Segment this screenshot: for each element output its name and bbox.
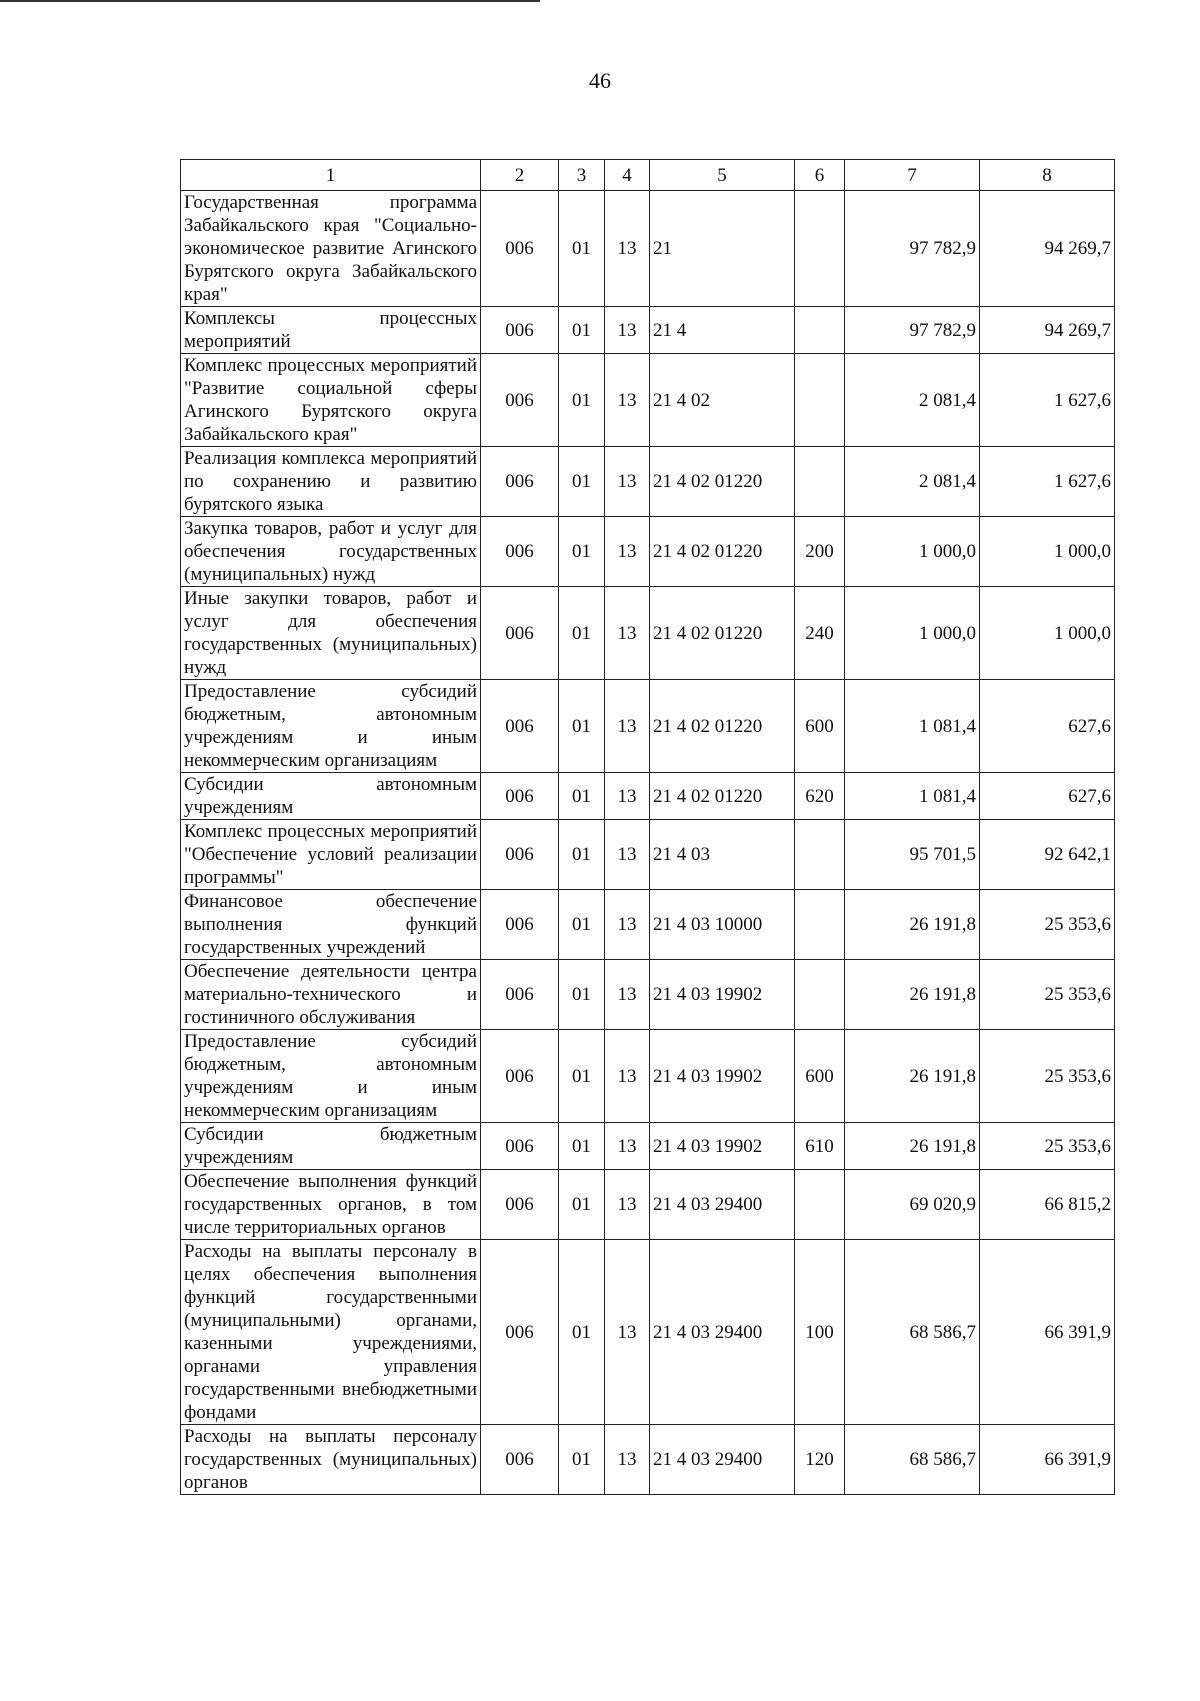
row-name-cell: Комплексы процессных мероприятий bbox=[181, 307, 481, 354]
expense-type-cell bbox=[795, 191, 845, 307]
section-code-cell: 01 bbox=[559, 447, 605, 517]
section-code-cell: 01 bbox=[559, 354, 605, 447]
ministry-code-cell: 006 bbox=[481, 1123, 559, 1170]
table-row bbox=[181, 960, 1115, 1030]
expense-type-cell: 610 bbox=[795, 1123, 845, 1170]
subsection-code-cell: 13 bbox=[605, 1425, 650, 1495]
table-row bbox=[181, 191, 1115, 307]
ministry-code-cell: 006 bbox=[481, 820, 559, 890]
expense-type-cell bbox=[795, 960, 845, 1030]
target-article-cell: 21 4 02 01220 bbox=[650, 680, 795, 773]
header-col-3: 3 bbox=[559, 160, 605, 191]
subsection-code-cell: 13 bbox=[605, 1030, 650, 1123]
amount-col7-cell: 26 191,8 bbox=[845, 1030, 980, 1123]
amount-col7-cell: 26 191,8 bbox=[845, 890, 980, 960]
amount-col7-cell: 2 081,4 bbox=[845, 354, 980, 447]
row-name-cell: Расходы на выплаты персоналу государственных (муниципальных) органов bbox=[181, 1425, 481, 1495]
amount-col8-cell: 66 391,9 bbox=[980, 1425, 1115, 1495]
section-code-cell: 01 bbox=[559, 1123, 605, 1170]
table-row bbox=[181, 820, 1115, 890]
expense-type-cell bbox=[795, 1170, 845, 1240]
subsection-code-cell: 13 bbox=[605, 1240, 650, 1425]
amount-col7-cell: 1 081,4 bbox=[845, 773, 980, 820]
ministry-code-cell: 006 bbox=[481, 680, 559, 773]
row-name-cell: Предоставление субсидий бюджетным, автономным учреждениям и иным некоммерческим организациям bbox=[181, 1030, 481, 1123]
header-col-2: 2 bbox=[481, 160, 559, 191]
row-name-cell: Субсидии автономным учреждениям bbox=[181, 773, 481, 820]
target-article-cell: 21 4 03 29400 bbox=[650, 1425, 795, 1495]
expense-type-cell: 600 bbox=[795, 1030, 845, 1123]
amount-col7-cell: 69 020,9 bbox=[845, 1170, 980, 1240]
section-code-cell: 01 bbox=[559, 1425, 605, 1495]
target-article-cell: 21 4 bbox=[650, 307, 795, 354]
expense-type-cell bbox=[795, 354, 845, 447]
amount-col8-cell: 627,6 bbox=[980, 680, 1115, 773]
expense-type-cell: 240 bbox=[795, 587, 845, 680]
row-name-cell: Иные закупки товаров, работ и услуг для обеспечения государственных (муниципальных) нужд bbox=[181, 587, 481, 680]
ministry-code-cell: 006 bbox=[481, 1030, 559, 1123]
expense-type-cell: 120 bbox=[795, 1425, 845, 1495]
target-article-cell: 21 4 02 01220 bbox=[650, 773, 795, 820]
amount-col7-cell: 68 586,7 bbox=[845, 1240, 980, 1425]
amount-col8-cell: 1 000,0 bbox=[980, 587, 1115, 680]
target-article-cell: 21 4 03 19902 bbox=[650, 1030, 795, 1123]
header-col-4: 4 bbox=[605, 160, 650, 191]
row-name-cell: Предоставление субсидий бюджетным, автономным учреждениям и иным некоммерческим организациям bbox=[181, 680, 481, 773]
expense-type-cell bbox=[795, 447, 845, 517]
amount-col8-cell: 25 353,6 bbox=[980, 1123, 1115, 1170]
expense-type-cell: 620 bbox=[795, 773, 845, 820]
table-row bbox=[181, 890, 1115, 960]
ministry-code-cell: 006 bbox=[481, 354, 559, 447]
section-code-cell: 01 bbox=[559, 960, 605, 1030]
amount-col8-cell: 25 353,6 bbox=[980, 1030, 1115, 1123]
ministry-code-cell: 006 bbox=[481, 890, 559, 960]
row-name-cell: Расходы на выплаты персоналу в целях обеспечения выполнения функций государственными (муниципальными) органами, казенными учреждениями, органами управления государственными внебюджетными фондами bbox=[181, 1240, 481, 1425]
header-col-1: 1 bbox=[181, 160, 481, 191]
expense-type-cell bbox=[795, 820, 845, 890]
section-code-cell: 01 bbox=[559, 680, 605, 773]
ministry-code-cell: 006 bbox=[481, 447, 559, 517]
subsection-code-cell: 13 bbox=[605, 820, 650, 890]
budget-table bbox=[180, 159, 1115, 1495]
target-article-cell: 21 4 02 01220 bbox=[650, 447, 795, 517]
section-code-cell: 01 bbox=[559, 307, 605, 354]
subsection-code-cell: 13 bbox=[605, 517, 650, 587]
subsection-code-cell: 13 bbox=[605, 1170, 650, 1240]
target-article-cell: 21 4 02 01220 bbox=[650, 517, 795, 587]
section-code-cell: 01 bbox=[559, 587, 605, 680]
target-article-cell: 21 4 03 29400 bbox=[650, 1240, 795, 1425]
table-row bbox=[181, 354, 1115, 447]
subsection-code-cell: 13 bbox=[605, 1123, 650, 1170]
table-row bbox=[181, 680, 1115, 773]
subsection-code-cell: 13 bbox=[605, 773, 650, 820]
ministry-code-cell: 006 bbox=[481, 1240, 559, 1425]
subsection-code-cell: 13 bbox=[605, 680, 650, 773]
subsection-code-cell: 13 bbox=[605, 587, 650, 680]
table-row bbox=[181, 1425, 1115, 1495]
ministry-code-cell: 006 bbox=[481, 587, 559, 680]
amount-col8-cell: 25 353,6 bbox=[980, 890, 1115, 960]
ministry-code-cell: 006 bbox=[481, 191, 559, 307]
target-article-cell: 21 4 03 bbox=[650, 820, 795, 890]
subsection-code-cell: 13 bbox=[605, 307, 650, 354]
section-code-cell: 01 bbox=[559, 820, 605, 890]
table-row bbox=[181, 447, 1115, 517]
amount-col8-cell: 94 269,7 bbox=[980, 191, 1115, 307]
target-article-cell: 21 4 02 01220 bbox=[650, 587, 795, 680]
ministry-code-cell: 006 bbox=[481, 517, 559, 587]
header-col-8: 8 bbox=[980, 160, 1115, 191]
amount-col8-cell: 92 642,1 bbox=[980, 820, 1115, 890]
section-code-cell: 01 bbox=[559, 890, 605, 960]
expense-type-cell: 600 bbox=[795, 680, 845, 773]
header-col-5: 5 bbox=[650, 160, 795, 191]
row-name-cell: Государственная программа Забайкальского края "Социально-экономическое развитие Агинского Бурятского округа Забайкальского края" bbox=[181, 191, 481, 307]
table-row bbox=[181, 587, 1115, 680]
row-name-cell: Обеспечение деятельности центра материально-технического и гостиничного обслуживания bbox=[181, 960, 481, 1030]
amount-col8-cell: 66 391,9 bbox=[980, 1240, 1115, 1425]
table-body bbox=[181, 191, 1115, 1495]
subsection-code-cell: 13 bbox=[605, 191, 650, 307]
amount-col8-cell: 1 627,6 bbox=[980, 354, 1115, 447]
subsection-code-cell: 13 bbox=[605, 890, 650, 960]
ministry-code-cell: 006 bbox=[481, 1170, 559, 1240]
amount-col7-cell: 68 586,7 bbox=[845, 1425, 980, 1495]
target-article-cell: 21 4 03 29400 bbox=[650, 1170, 795, 1240]
table-row bbox=[181, 1030, 1115, 1123]
ministry-code-cell: 006 bbox=[481, 960, 559, 1030]
amount-col7-cell: 2 081,4 bbox=[845, 447, 980, 517]
amount-col7-cell: 26 191,8 bbox=[845, 960, 980, 1030]
subsection-code-cell: 13 bbox=[605, 960, 650, 1030]
expense-type-cell bbox=[795, 890, 845, 960]
amount-col8-cell: 94 269,7 bbox=[980, 307, 1115, 354]
subsection-code-cell: 13 bbox=[605, 447, 650, 517]
subsection-code-cell: 13 bbox=[605, 354, 650, 447]
row-name-cell: Закупка товаров, работ и услуг для обеспечения государственных (муниципальных) нужд bbox=[181, 517, 481, 587]
section-code-cell: 01 bbox=[559, 517, 605, 587]
ministry-code-cell: 006 bbox=[481, 307, 559, 354]
amount-col8-cell: 66 815,2 bbox=[980, 1170, 1115, 1240]
header-col-6: 6 bbox=[795, 160, 845, 191]
table-row bbox=[181, 773, 1115, 820]
section-code-cell: 01 bbox=[559, 191, 605, 307]
scan-edge-line bbox=[0, 0, 540, 2]
table-row bbox=[181, 307, 1115, 354]
section-code-cell: 01 bbox=[559, 1030, 605, 1123]
header-row bbox=[181, 160, 1115, 191]
amount-col8-cell: 1 627,6 bbox=[980, 447, 1115, 517]
target-article-cell: 21 4 03 19902 bbox=[650, 1123, 795, 1170]
table-row bbox=[181, 1123, 1115, 1170]
target-article-cell: 21 4 03 19902 bbox=[650, 960, 795, 1030]
section-code-cell: 01 bbox=[559, 1240, 605, 1425]
row-name-cell: Реализация комплекса мероприятий по сохранению и развитию бурятского языка bbox=[181, 447, 481, 517]
expense-type-cell: 100 bbox=[795, 1240, 845, 1425]
amount-col7-cell: 26 191,8 bbox=[845, 1123, 980, 1170]
row-name-cell: Комплекс процессных мероприятий "Развитие социальной сферы Агинского Бурятского округа Забайкальского края" bbox=[181, 354, 481, 447]
target-article-cell: 21 4 02 bbox=[650, 354, 795, 447]
amount-col7-cell: 1 000,0 bbox=[845, 587, 980, 680]
ministry-code-cell: 006 bbox=[481, 773, 559, 820]
amount-col7-cell: 97 782,9 bbox=[845, 191, 980, 307]
expense-type-cell: 200 bbox=[795, 517, 845, 587]
amount-col7-cell: 1 081,4 bbox=[845, 680, 980, 773]
row-name-cell: Комплекс процессных мероприятий "Обеспечение условий реализации программы" bbox=[181, 820, 481, 890]
table-row bbox=[181, 1240, 1115, 1425]
ministry-code-cell: 006 bbox=[481, 1425, 559, 1495]
target-article-cell: 21 bbox=[650, 191, 795, 307]
row-name-cell: Обеспечение выполнения функций государственных органов, в том числе территориальных органов bbox=[181, 1170, 481, 1240]
header-col-7: 7 bbox=[845, 160, 980, 191]
row-name-cell: Финансовое обеспечение выполнения функций государственных учреждений bbox=[181, 890, 481, 960]
section-code-cell: 01 bbox=[559, 1170, 605, 1240]
amount-col8-cell: 627,6 bbox=[980, 773, 1115, 820]
page-number: 46 bbox=[589, 68, 611, 93]
section-code-cell: 01 bbox=[559, 773, 605, 820]
amount-col7-cell: 1 000,0 bbox=[845, 517, 980, 587]
amount-col7-cell: 97 782,9 bbox=[845, 307, 980, 354]
row-name-cell: Субсидии бюджетным учреждениям bbox=[181, 1123, 481, 1170]
table-row bbox=[181, 517, 1115, 587]
amount-col7-cell: 95 701,5 bbox=[845, 820, 980, 890]
expense-type-cell bbox=[795, 307, 845, 354]
amount-col8-cell: 1 000,0 bbox=[980, 517, 1115, 587]
target-article-cell: 21 4 03 10000 bbox=[650, 890, 795, 960]
table-row bbox=[181, 1170, 1115, 1240]
amount-col8-cell: 25 353,6 bbox=[980, 960, 1115, 1030]
